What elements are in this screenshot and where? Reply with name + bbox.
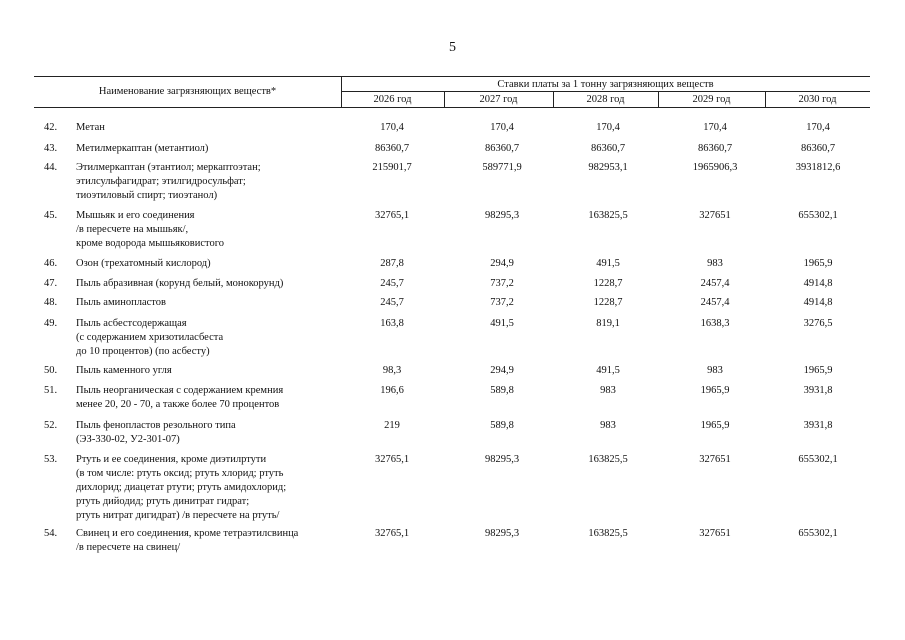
rate-value-2026: 287,8 (380, 258, 404, 269)
rate-value-2030: 655302,1 (798, 210, 838, 221)
rate-value-2026: 219 (384, 420, 400, 431)
substance-name (76, 317, 341, 359)
page-number: 5 (449, 40, 456, 55)
substance-name-line: (ЭЗ-330-02, У2-301-07) (76, 434, 180, 445)
rate-value-2029: 86360,7 (697, 143, 733, 154)
rate-value-2028: 163825,5 (588, 528, 628, 539)
substance-name (76, 384, 341, 412)
rate-value-2027: 491,5 (490, 318, 514, 329)
rate-value-2028: 163825,5 (588, 454, 628, 465)
rate-value-2030: 4914,8 (803, 278, 833, 289)
rate-value-2028: 1228,7 (593, 278, 623, 289)
rate-value-2026: 32765,1 (374, 528, 410, 539)
header-top-rule (34, 76, 870, 77)
rate-value-2026: 86360,7 (374, 143, 410, 154)
rate-value-2029: 1638,3 (700, 318, 730, 329)
rate-value-2027: 98295,3 (484, 210, 520, 221)
substance-name (76, 121, 341, 135)
rate-value-2028: 982953,1 (588, 162, 628, 173)
substance-name (76, 364, 341, 378)
substance-name-line: Пыль аминопластов (76, 297, 166, 308)
rate-value-2027: 98295,3 (484, 454, 520, 465)
row-number: 44. (44, 162, 58, 173)
row-number: 52. (44, 420, 58, 431)
rate-value-2029: 170,4 (703, 122, 727, 133)
rate-value-2028: 983 (600, 385, 616, 396)
header-rates-title: Ставки платы за 1 тонну загрязняющих веществ (497, 79, 714, 90)
rate-value-2029: 983 (707, 258, 723, 269)
substance-name-line: кроме водорода мышьяковистого (76, 238, 225, 249)
substance-name (76, 527, 341, 555)
rate-value-2030: 4914,8 (803, 297, 833, 308)
substance-name (76, 142, 341, 156)
row-number: 49. (44, 318, 58, 329)
row-number: 45. (44, 210, 58, 221)
substance-name-line: /в пересчете на мышьяк/, (76, 224, 189, 235)
rate-value-2026: 196,6 (380, 385, 404, 396)
rate-value-2030: 3931812,6 (795, 162, 841, 173)
rate-value-2026: 163,8 (380, 318, 404, 329)
substance-name (76, 209, 341, 251)
substance-name-line: менее 20, 20 - 70, а также более 70 процентов (76, 399, 280, 410)
substance-name-line: ртуть дийодид; ртуть динитрат гидрат; (76, 496, 250, 507)
rate-value-2027: 737,2 (490, 278, 514, 289)
rate-value-2026: 170,4 (380, 122, 404, 133)
substance-name-line: Пыль неорганическая с содержанием кремния (76, 385, 284, 396)
substance-name-line: Метилмеркаптан (метантиол) (76, 143, 209, 154)
rate-value-2026: 245,7 (380, 297, 404, 308)
rate-value-2030: 170,4 (806, 122, 830, 133)
substance-name-line: Озон (трехатомный кислород) (76, 258, 211, 269)
row-number: 50. (44, 365, 58, 376)
rate-value-2029: 1965,9 (700, 420, 730, 431)
rate-value-2026: 98,3 (382, 365, 402, 376)
header-year-2029: 2029 год (692, 94, 731, 105)
rate-value-2027: 737,2 (490, 297, 514, 308)
header-year-2027: 2027 год (479, 94, 518, 105)
rate-value-2029: 1965906,3 (692, 162, 738, 173)
row-number: 42. (44, 122, 58, 133)
substance-name-line: этилсульфагидрат; этилгидросульфат; (76, 176, 246, 187)
rate-value-2026: 215901,7 (372, 162, 412, 173)
substance-name (76, 296, 341, 310)
header-name-column: Наименование загрязняющих веществ* (98, 86, 277, 97)
row-number: 54. (44, 528, 58, 539)
rate-value-2029: 2457,4 (700, 278, 730, 289)
header-year-2028: 2028 год (586, 94, 625, 105)
rate-value-2029: 327651 (699, 454, 731, 465)
row-number: 53. (44, 454, 58, 465)
row-number: 46. (44, 258, 58, 269)
substance-name-line: ртуть нитрат дигидрат) /в пересчете на ртуть/ (76, 510, 280, 521)
rate-value-2029: 2457,4 (700, 297, 730, 308)
rate-value-2027: 589,8 (490, 385, 514, 396)
substance-name-line: до 10 процентов) (по асбесту) (76, 346, 210, 357)
substance-name (76, 419, 341, 447)
header-bottom-rule (34, 107, 870, 108)
row-number: 48. (44, 297, 58, 308)
substance-name-line: Метан (76, 122, 105, 133)
rate-value-2030: 655302,1 (798, 454, 838, 465)
substance-name-line: Этилмеркаптан (этантиол; меркаптоэтан; (76, 162, 261, 173)
header-mid-rule (341, 91, 870, 92)
substance-name-line: Мышьяк и его соединения (76, 210, 195, 221)
rate-value-2027: 589771,9 (482, 162, 522, 173)
rate-value-2029: 327651 (699, 210, 731, 221)
rate-value-2029: 327651 (699, 528, 731, 539)
rate-value-2030: 3276,5 (803, 318, 833, 329)
rate-value-2027: 170,4 (490, 122, 514, 133)
rate-value-2026: 32765,1 (374, 210, 410, 221)
substance-name-line: /в пересчете на свинец/ (76, 542, 181, 553)
rate-value-2027: 294,9 (490, 258, 514, 269)
substance-name (76, 257, 341, 271)
rate-value-2027: 98295,3 (484, 528, 520, 539)
rate-value-2030: 3931,8 (803, 420, 833, 431)
rate-value-2026: 32765,1 (374, 454, 410, 465)
row-number: 47. (44, 278, 58, 289)
substance-name (76, 277, 341, 291)
substance-name-line: (в том числе: ртуть оксид; ртуть хлорид; ртуть (76, 468, 284, 479)
substance-name-line: Ртуть и ее соединения, кроме диэтилртути (76, 454, 267, 465)
rate-value-2028: 491,5 (596, 258, 620, 269)
rate-value-2027: 589,8 (490, 420, 514, 431)
rate-value-2030: 655302,1 (798, 528, 838, 539)
rate-value-2028: 163825,5 (588, 210, 628, 221)
header-year-2026: 2026 год (373, 94, 412, 105)
substance-name (76, 161, 341, 203)
rate-value-2028: 86360,7 (590, 143, 626, 154)
substance-name-line: (с содержанием хризотиласбеста (76, 332, 224, 343)
row-number: 43. (44, 143, 58, 154)
rate-value-2027: 86360,7 (484, 143, 520, 154)
rate-value-2027: 294,9 (490, 365, 514, 376)
rate-value-2028: 491,5 (596, 365, 620, 376)
row-number: 51. (44, 385, 58, 396)
rate-value-2028: 1228,7 (593, 297, 623, 308)
substance-name-line: дихлорид; диацетат ртути; ртуть амидохлорид; (76, 482, 287, 493)
header-year-2030: 2030 год (798, 94, 837, 105)
rate-value-2030: 86360,7 (800, 143, 836, 154)
rate-value-2028: 170,4 (596, 122, 620, 133)
rate-value-2030: 1965,9 (803, 365, 833, 376)
rate-value-2029: 1965,9 (700, 385, 730, 396)
rate-value-2030: 1965,9 (803, 258, 833, 269)
rate-value-2029: 983 (707, 365, 723, 376)
substance-name-line: тиоэтиловый спирт; тиоэтанол) (76, 190, 218, 201)
substance-name-line: Пыль фенопластов резольного типа (76, 420, 236, 431)
rate-value-2026: 245,7 (380, 278, 404, 289)
rate-value-2030: 3931,8 (803, 385, 833, 396)
rate-value-2028: 819,1 (596, 318, 620, 329)
rate-value-2028: 983 (600, 420, 616, 431)
substance-name (76, 453, 341, 523)
substance-name-line: Свинец и его соединения, кроме тетраэтилсвинца (76, 528, 299, 539)
substance-name-line: Пыль асбестсодержащая (76, 318, 187, 329)
substance-name-line: Пыль абразивная (корунд белый, монокорунд) (76, 278, 284, 289)
substance-name-line: Пыль каменного угля (76, 365, 172, 376)
